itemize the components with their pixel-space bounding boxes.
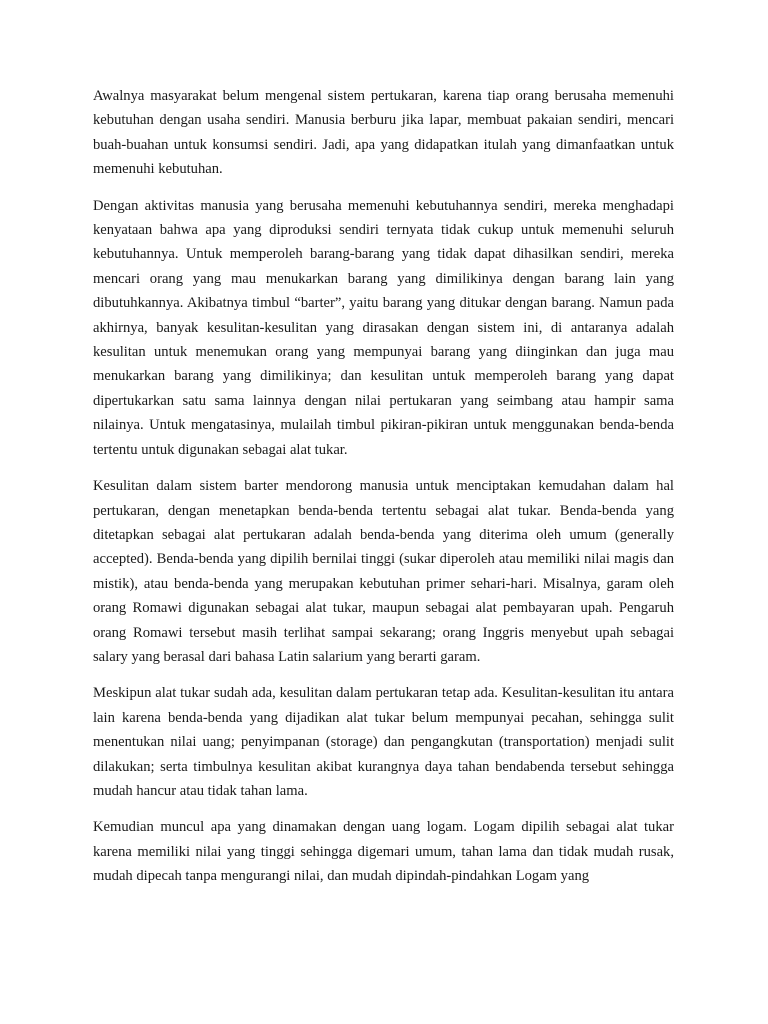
paragraph-3: Kesulitan dalam sistem barter mendorong manusia untuk menciptakan kemudahan dalam hal pertukaran, dengan menetapkan benda-benda tertentu sebagai alat tukar. Benda-benda yang ditetapkan sebagai alat pertukaran adalah benda-benda yang diterima oleh umum (generally accepted). Benda-benda yang dipilih bernilai tinggi (sukar diperoleh atau memiliki nilai magis dan mistik), atau benda-benda yang merupakan kebutuhan primer sehari-hari. Misalnya, garam oleh orang Romawi digunakan sebagai alat tukar, maupun sebagai alat pembayaran upah. Pengaruh orang Romawi tersebut masih terlihat sampai sekarang; orang Inggris menyebut upah sebagai salary yang berasal dari bahasa Latin salarium yang berarti garam. — [93, 478, 674, 665]
document-body — [93, 84, 674, 901]
paragraph-2: Dengan aktivitas manusia yang berusaha memenuhi kebutuhannya sendiri, mereka menghadapi kenyataan bahwa apa yang diproduksi sendiri ternyata tidak cukup untuk memenuhi seluruh kebutuhannya. Untuk memperoleh barang-barang yang tidak dapat dihasilkan sendiri, mereka mencari orang yang mau menukarkan barang yang dimilikinya dengan barang lain yang dibutuhkannya. Akibatnya timbul “barter”, yaitu barang yang ditukar dengan barang. Namun pada akhirnya, banyak kesulitan-kesulitan yang dirasakan dengan sistem ini, di antaranya adalah kesulitan untuk menemukan orang yang mempunyai barang yang diinginkan dan juga mau menukarkan barang yang dimilikinya; dan kesulitan untuk memperoleh barang yang dapat dipertukarkan satu sama lainnya dengan nilai pertukaran yang seimbang atau hampir sama nilainya. Untuk mengatasinya, mulailah timbul pikiran-pikiran untuk menggunakan benda-benda tertentu untuk digunakan sebagai alat tukar. — [93, 197, 674, 458]
paragraph-4: Meskipun alat tukar sudah ada, kesulitan dalam pertukaran tetap ada. Kesulitan-kesulitan itu antara lain karena benda-benda yang dijadikan alat tukar belum mempunyai pecahan, sehingga sulit menentukan nilai uang; penyimpanan (storage) dan pengangkutan (transportation) menjadi sulit dilakukan; serta timbulnya kesulitan akibat kurangnya daya tahan bendabenda tersebut sehingga mudah hancur atau tidak tahan lama. — [93, 685, 674, 799]
paragraph-5: Kemudian muncul apa yang dinamakan dengan uang logam. Logam dipilih sebagai alat tukar karena memiliki nilai yang tinggi sehingga digemari umum, tahan lama dan tidak mudah rusak, mudah dipecah tanpa mengurangi nilai, dan mudah dipindah-pindahkan Logam yang — [93, 819, 674, 885]
paragraph-1: Awalnya masyarakat belum mengenal sistem pertukaran, karena tiap orang berusaha memenuhi kebutuhan dengan usaha sendiri. Manusia berburu jika lapar, membuat pakaian sendiri, mencari buah-buahan untuk konsumsi sendiri. Jadi, apa yang didapatkan itulah yang dimanfaatkan untuk memenuhi kebutuhan. — [93, 88, 674, 178]
